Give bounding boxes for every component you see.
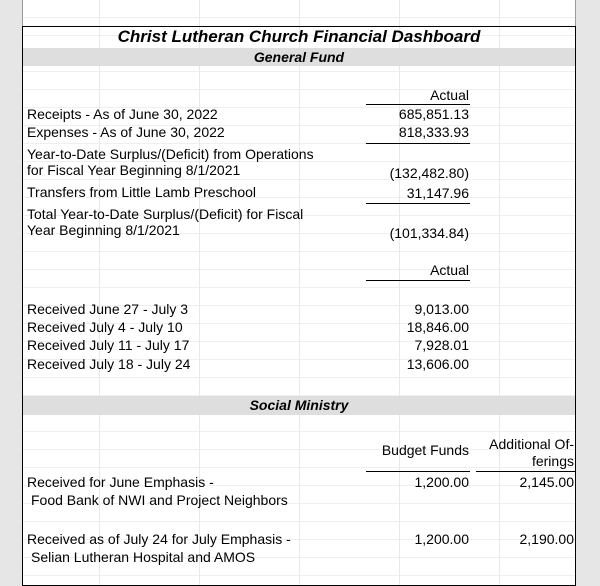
weekly-row-2-value: 18,846.00: [406, 319, 469, 335]
total-surplus-label-2: Year Beginning 8/1/2021: [27, 222, 180, 238]
july-emphasis-label-2: Selian Lutheran Hospital and AMOS: [31, 549, 256, 565]
budget-header-underline: [366, 471, 470, 472]
july-emphasis-label-1: Received as of July 24 for July Emphasis -: [27, 531, 291, 547]
weekly-row-1-value: 9,013.00: [414, 301, 469, 317]
total-surplus-value: (101,334.84): [389, 225, 469, 241]
actual-header: Actual: [430, 87, 469, 103]
expenses-label: Expenses - As of June 30, 2022: [27, 124, 225, 140]
weekly-actual-header: Actual: [430, 262, 469, 278]
expenses-underline: [366, 143, 470, 144]
transfers-label: Transfers from Little Lamb Preschool: [27, 184, 257, 200]
right-gutter: [575, 0, 600, 586]
weekly-row-2-label: Received July 4 - July 10: [27, 319, 183, 335]
ytd-surplus-label-2: for Fiscal Year Beginning 8/1/2021: [27, 162, 241, 178]
left-gutter: [0, 0, 23, 586]
june-emphasis-label-1: Received for June Emphasis -: [27, 474, 214, 490]
weekly-row-1-label: Received June 27 - July 3: [27, 301, 189, 317]
transfers-value: 31,147.96: [406, 185, 469, 201]
june-emphasis-label-2: Food Bank of NWI and Project Neighbors: [31, 492, 288, 508]
expenses-value: 818,333.93: [398, 124, 469, 140]
july-additional-value: 2,190.00: [519, 531, 574, 547]
general-fund-heading: General Fund: [253, 49, 345, 65]
weekly-row-3-label: Received July 11 - July 17: [27, 337, 190, 353]
social-ministry-heading: Social Ministry: [249, 397, 349, 413]
weekly-row-4-label: Received July 18 - July 24: [27, 356, 191, 372]
additional-header-underline: [476, 471, 576, 472]
additional-offerings-header-1: Additional Of-: [489, 436, 574, 452]
weekly-row-3-value: 7,928.01: [414, 337, 469, 353]
july-budget-value: 1,200.00: [414, 531, 469, 547]
ytd-surplus-value: (132,482.80): [389, 165, 469, 181]
receipts-value: 685,851.13: [398, 106, 469, 122]
weekly-row-4-value: 13,606.00: [406, 356, 469, 372]
header-underline: [366, 104, 470, 105]
june-additional-value: 2,145.00: [519, 474, 574, 490]
june-budget-value: 1,200.00: [414, 474, 469, 490]
ytd-surplus-label-1: Year-to-Date Surplus/(Deficit) from Operations: [27, 146, 314, 162]
budget-funds-header: Budget Funds: [381, 442, 469, 458]
total-surplus-label-1: Total Year-to-Date Surplus/(Deficit) for Fiscal: [27, 206, 304, 222]
transfers-underline: [366, 203, 470, 204]
receipts-label: Receipts - As of June 30, 2022: [27, 106, 218, 122]
page-title: Christ Lutheran Church Financial Dashboard: [117, 27, 481, 46]
weekly-header-underline: [366, 280, 470, 281]
additional-offerings-header-2: ferings: [531, 453, 574, 469]
